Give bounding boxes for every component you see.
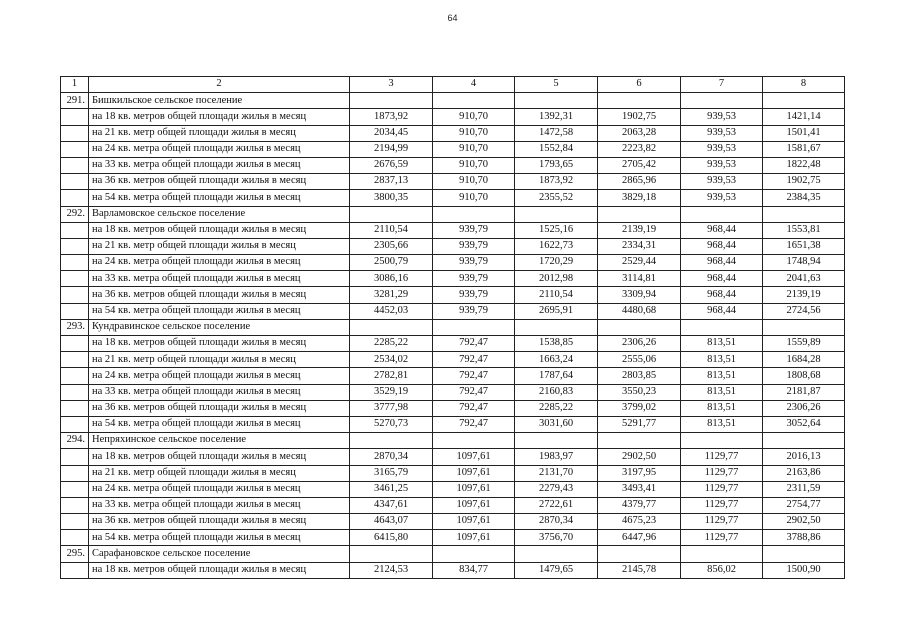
row-index-cell xyxy=(61,352,89,368)
value-cell: 5291,77 xyxy=(598,416,681,432)
row-index-cell xyxy=(61,141,89,157)
value-cell: 2285,22 xyxy=(515,400,598,416)
value-cell: 792,47 xyxy=(433,352,515,368)
column-header: 6 xyxy=(598,77,681,93)
value-cell: 2139,19 xyxy=(598,222,681,238)
value-cell: 2529,44 xyxy=(598,255,681,271)
column-header: 5 xyxy=(515,77,598,93)
value-cell: 3114,81 xyxy=(598,271,681,287)
value-cell: 2131,70 xyxy=(515,465,598,481)
row-index-cell xyxy=(61,497,89,513)
row-index-cell xyxy=(61,514,89,530)
row-index-cell xyxy=(61,449,89,465)
row-index-cell xyxy=(61,336,89,352)
value-cell: 939,53 xyxy=(681,190,763,206)
row-index-cell xyxy=(61,222,89,238)
empty-cell xyxy=(433,433,515,449)
value-cell: 2223,82 xyxy=(598,141,681,157)
value-cell: 910,70 xyxy=(433,141,515,157)
column-header: 3 xyxy=(350,77,433,93)
empty-cell xyxy=(350,433,433,449)
value-cell: 6415,80 xyxy=(350,530,433,546)
value-cell: 4452,03 xyxy=(350,303,433,319)
row-label: на 36 кв. метров общей площади жилья в месяц xyxy=(89,174,350,190)
settlement-number: 293. xyxy=(61,319,89,335)
settlement-number: 291. xyxy=(61,93,89,109)
table-row xyxy=(61,336,845,352)
row-index-cell xyxy=(61,109,89,125)
value-cell: 2705,42 xyxy=(598,157,681,173)
value-cell: 2139,19 xyxy=(763,287,845,303)
value-cell: 813,51 xyxy=(681,384,763,400)
value-cell: 813,51 xyxy=(681,352,763,368)
value-cell: 3529,19 xyxy=(350,384,433,400)
value-cell: 1808,68 xyxy=(763,368,845,384)
table-row xyxy=(61,481,845,497)
value-cell: 2782,81 xyxy=(350,368,433,384)
row-label: на 21 кв. метр общей площади жилья в месяц xyxy=(89,238,350,254)
value-cell: 1097,61 xyxy=(433,514,515,530)
value-cell: 3461,25 xyxy=(350,481,433,497)
value-cell: 2145,78 xyxy=(598,562,681,578)
value-cell: 939,79 xyxy=(433,287,515,303)
value-cell: 813,51 xyxy=(681,368,763,384)
value-cell: 968,44 xyxy=(681,287,763,303)
value-cell: 2355,52 xyxy=(515,190,598,206)
settlement-number: 294. xyxy=(61,433,89,449)
value-cell: 939,53 xyxy=(681,125,763,141)
value-cell: 1902,75 xyxy=(598,109,681,125)
column-header: 7 xyxy=(681,77,763,93)
value-cell: 939,79 xyxy=(433,271,515,287)
value-cell: 939,79 xyxy=(433,238,515,254)
empty-cell xyxy=(350,319,433,335)
value-cell: 2334,31 xyxy=(598,238,681,254)
row-label: на 54 кв. метра общей площади жилья в месяц xyxy=(89,303,350,319)
table-row xyxy=(61,400,845,416)
column-header: 1 xyxy=(61,77,89,93)
value-cell: 2194,99 xyxy=(350,141,433,157)
row-index-cell xyxy=(61,157,89,173)
value-cell: 939,79 xyxy=(433,255,515,271)
empty-cell xyxy=(350,93,433,109)
value-cell: 5270,73 xyxy=(350,416,433,432)
value-cell: 3165,79 xyxy=(350,465,433,481)
value-cell: 792,47 xyxy=(433,384,515,400)
settlement-name: Варламовское сельское поселение xyxy=(89,206,350,222)
row-label: на 18 кв. метров общей площади жилья в месяц xyxy=(89,109,350,125)
empty-cell xyxy=(598,433,681,449)
value-cell: 1663,24 xyxy=(515,352,598,368)
header-row xyxy=(61,77,845,93)
value-cell: 1538,85 xyxy=(515,336,598,352)
settlement-name: Непряхинское сельское поселение xyxy=(89,433,350,449)
value-cell: 1983,97 xyxy=(515,449,598,465)
value-cell: 939,79 xyxy=(433,303,515,319)
value-cell: 1097,61 xyxy=(433,497,515,513)
page-number: 64 xyxy=(447,13,458,23)
empty-cell xyxy=(433,93,515,109)
value-cell: 1129,77 xyxy=(681,497,763,513)
value-cell: 1684,28 xyxy=(763,352,845,368)
value-cell: 3052,64 xyxy=(763,416,845,432)
value-cell: 1129,77 xyxy=(681,514,763,530)
row-index-cell xyxy=(61,174,89,190)
value-cell: 1097,61 xyxy=(433,530,515,546)
value-cell: 2555,06 xyxy=(598,352,681,368)
value-cell: 2902,50 xyxy=(598,449,681,465)
empty-cell xyxy=(763,319,845,335)
row-label: на 18 кв. метров общей площади жилья в месяц xyxy=(89,449,350,465)
column-header: 4 xyxy=(433,77,515,93)
value-cell: 939,53 xyxy=(681,109,763,125)
column-header: 8 xyxy=(763,77,845,93)
settlement-name: Бишкильское сельское поселение xyxy=(89,93,350,109)
value-cell: 4643,07 xyxy=(350,514,433,530)
row-label: на 54 кв. метра общей площади жилья в месяц xyxy=(89,190,350,206)
empty-cell xyxy=(433,206,515,222)
empty-cell xyxy=(763,206,845,222)
value-cell: 1097,61 xyxy=(433,449,515,465)
empty-cell xyxy=(515,206,598,222)
row-index-cell xyxy=(61,255,89,271)
row-label: на 21 кв. метр общей площади жилья в месяц xyxy=(89,352,350,368)
table-row xyxy=(61,157,845,173)
empty-cell xyxy=(681,546,763,562)
row-index-cell xyxy=(61,271,89,287)
value-cell: 1129,77 xyxy=(681,530,763,546)
value-cell: 2870,34 xyxy=(350,449,433,465)
value-cell: 1479,65 xyxy=(515,562,598,578)
value-cell: 2279,43 xyxy=(515,481,598,497)
value-cell: 813,51 xyxy=(681,336,763,352)
value-cell: 834,77 xyxy=(433,562,515,578)
table-row xyxy=(61,384,845,400)
empty-cell xyxy=(598,93,681,109)
empty-cell xyxy=(515,546,598,562)
row-index-cell xyxy=(61,530,89,546)
value-cell: 1500,90 xyxy=(763,562,845,578)
value-cell: 1553,81 xyxy=(763,222,845,238)
value-cell: 3309,94 xyxy=(598,287,681,303)
table-row xyxy=(61,530,845,546)
value-cell: 4480,68 xyxy=(598,303,681,319)
value-cell: 1525,16 xyxy=(515,222,598,238)
value-cell: 1822,48 xyxy=(763,157,845,173)
value-cell: 3829,18 xyxy=(598,190,681,206)
value-cell: 1793,65 xyxy=(515,157,598,173)
row-label: на 24 кв. метра общей площади жилья в месяц xyxy=(89,368,350,384)
empty-cell xyxy=(763,93,845,109)
value-cell: 910,70 xyxy=(433,109,515,125)
row-index-cell xyxy=(61,303,89,319)
value-cell: 2160,83 xyxy=(515,384,598,400)
table-row xyxy=(61,271,845,287)
value-cell: 1129,77 xyxy=(681,481,763,497)
value-cell: 1622,73 xyxy=(515,238,598,254)
value-cell: 4379,77 xyxy=(598,497,681,513)
value-cell: 2041,63 xyxy=(763,271,845,287)
table-row xyxy=(61,190,845,206)
empty-cell xyxy=(350,206,433,222)
row-label: на 33 кв. метра общей площади жилья в месяц xyxy=(89,271,350,287)
table-row xyxy=(61,465,845,481)
settlement-row xyxy=(61,206,845,222)
value-cell: 6447,96 xyxy=(598,530,681,546)
row-label: на 24 кв. метра общей площади жилья в месяц xyxy=(89,255,350,271)
value-cell: 3800,35 xyxy=(350,190,433,206)
value-cell: 2163,86 xyxy=(763,465,845,481)
value-cell: 813,51 xyxy=(681,416,763,432)
row-index-cell xyxy=(61,125,89,141)
empty-cell xyxy=(515,433,598,449)
value-cell: 1873,92 xyxy=(515,174,598,190)
value-cell: 1552,84 xyxy=(515,141,598,157)
value-cell: 968,44 xyxy=(681,222,763,238)
value-cell: 939,79 xyxy=(433,222,515,238)
value-cell: 3788,86 xyxy=(763,530,845,546)
empty-cell xyxy=(433,319,515,335)
row-label: на 33 кв. метра общей площади жилья в месяц xyxy=(89,384,350,400)
value-cell: 968,44 xyxy=(681,238,763,254)
value-cell: 968,44 xyxy=(681,303,763,319)
value-cell: 939,53 xyxy=(681,157,763,173)
empty-cell xyxy=(763,546,845,562)
empty-cell xyxy=(681,93,763,109)
table-row xyxy=(61,368,845,384)
table-row xyxy=(61,514,845,530)
settlement-row xyxy=(61,319,845,335)
table-row xyxy=(61,141,845,157)
value-cell: 1559,89 xyxy=(763,336,845,352)
row-label: на 54 кв. метра общей площади жилья в месяц xyxy=(89,530,350,546)
value-cell: 2034,45 xyxy=(350,125,433,141)
value-cell: 3281,29 xyxy=(350,287,433,303)
settlement-name: Кундравинское сельское поселение xyxy=(89,319,350,335)
value-cell: 4675,23 xyxy=(598,514,681,530)
row-index-cell xyxy=(61,481,89,497)
table-row xyxy=(61,287,845,303)
table-row xyxy=(61,255,845,271)
table-row xyxy=(61,352,845,368)
table-row xyxy=(61,449,845,465)
row-index-cell xyxy=(61,287,89,303)
row-index-cell xyxy=(61,384,89,400)
value-cell: 1421,14 xyxy=(763,109,845,125)
value-cell: 3086,16 xyxy=(350,271,433,287)
value-cell: 2500,79 xyxy=(350,255,433,271)
value-cell: 2724,56 xyxy=(763,303,845,319)
value-cell: 3197,95 xyxy=(598,465,681,481)
empty-cell xyxy=(433,546,515,562)
settlement-row xyxy=(61,546,845,562)
row-label: на 33 кв. метра общей площади жилья в месяц xyxy=(89,157,350,173)
value-cell: 2016,13 xyxy=(763,449,845,465)
row-label: на 36 кв. метров общей площади жилья в месяц xyxy=(89,400,350,416)
empty-cell xyxy=(763,433,845,449)
row-label: на 18 кв. метров общей площади жилья в месяц xyxy=(89,562,350,578)
table-row xyxy=(61,303,845,319)
value-cell: 2722,61 xyxy=(515,497,598,513)
value-cell: 2063,28 xyxy=(598,125,681,141)
value-cell: 910,70 xyxy=(433,174,515,190)
empty-cell xyxy=(515,93,598,109)
value-cell: 2754,77 xyxy=(763,497,845,513)
value-cell: 3777,98 xyxy=(350,400,433,416)
value-cell: 792,47 xyxy=(433,368,515,384)
value-cell: 2305,66 xyxy=(350,238,433,254)
row-label: на 21 кв. метр общей площади жилья в месяц xyxy=(89,465,350,481)
value-cell: 1129,77 xyxy=(681,465,763,481)
value-cell: 792,47 xyxy=(433,336,515,352)
value-cell: 2534,02 xyxy=(350,352,433,368)
row-index-cell xyxy=(61,562,89,578)
value-cell: 2306,26 xyxy=(598,336,681,352)
value-cell: 1129,77 xyxy=(681,449,763,465)
empty-cell xyxy=(681,319,763,335)
value-cell: 1097,61 xyxy=(433,465,515,481)
row-label: на 21 кв. метр общей площади жилья в месяц xyxy=(89,125,350,141)
row-index-cell xyxy=(61,368,89,384)
value-cell: 2384,35 xyxy=(763,190,845,206)
value-cell: 2695,91 xyxy=(515,303,598,319)
row-index-cell xyxy=(61,465,89,481)
value-cell: 2285,22 xyxy=(350,336,433,352)
table-row xyxy=(61,416,845,432)
settlement-name: Сарафановское сельское поселение xyxy=(89,546,350,562)
value-cell: 2181,87 xyxy=(763,384,845,400)
settlement-number: 295. xyxy=(61,546,89,562)
settlement-row xyxy=(61,433,845,449)
row-label: на 18 кв. метров общей площади жилья в месяц xyxy=(89,336,350,352)
value-cell: 1902,75 xyxy=(763,174,845,190)
value-cell: 1581,67 xyxy=(763,141,845,157)
value-cell: 910,70 xyxy=(433,190,515,206)
value-cell: 3756,70 xyxy=(515,530,598,546)
value-cell: 968,44 xyxy=(681,255,763,271)
value-cell: 2110,54 xyxy=(515,287,598,303)
empty-cell xyxy=(598,206,681,222)
value-cell: 792,47 xyxy=(433,416,515,432)
value-cell: 2012,98 xyxy=(515,271,598,287)
value-cell: 1651,38 xyxy=(763,238,845,254)
value-cell: 1720,29 xyxy=(515,255,598,271)
value-cell: 939,53 xyxy=(681,174,763,190)
value-cell: 856,02 xyxy=(681,562,763,578)
row-label: на 24 кв. метра общей площади жилья в месяц xyxy=(89,481,350,497)
empty-cell xyxy=(598,319,681,335)
value-cell: 792,47 xyxy=(433,400,515,416)
empty-cell xyxy=(681,433,763,449)
table-row xyxy=(61,174,845,190)
value-cell: 2306,26 xyxy=(763,400,845,416)
row-index-cell xyxy=(61,238,89,254)
table-row xyxy=(61,109,845,125)
value-cell: 2902,50 xyxy=(763,514,845,530)
row-label: на 18 кв. метров общей площади жилья в месяц xyxy=(89,222,350,238)
value-cell: 2311,59 xyxy=(763,481,845,497)
row-label: на 24 кв. метра общей площади жилья в месяц xyxy=(89,141,350,157)
value-cell: 4347,61 xyxy=(350,497,433,513)
table-body xyxy=(61,77,845,579)
row-index-cell xyxy=(61,400,89,416)
table-row xyxy=(61,222,845,238)
empty-cell xyxy=(350,546,433,562)
row-label: на 36 кв. метров общей площади жилья в месяц xyxy=(89,514,350,530)
value-cell: 910,70 xyxy=(433,157,515,173)
value-cell: 939,53 xyxy=(681,141,763,157)
row-label: на 54 кв. метра общей площади жилья в месяц xyxy=(89,416,350,432)
value-cell: 1748,94 xyxy=(763,255,845,271)
tariff-table xyxy=(60,76,845,579)
value-cell: 910,70 xyxy=(433,125,515,141)
empty-cell xyxy=(515,319,598,335)
value-cell: 1873,92 xyxy=(350,109,433,125)
row-label: на 36 кв. метров общей площади жилья в месяц xyxy=(89,287,350,303)
table-row xyxy=(61,238,845,254)
value-cell: 2803,85 xyxy=(598,368,681,384)
value-cell: 1097,61 xyxy=(433,481,515,497)
value-cell: 3799,02 xyxy=(598,400,681,416)
empty-cell xyxy=(681,206,763,222)
value-cell: 1501,41 xyxy=(763,125,845,141)
table-row xyxy=(61,497,845,513)
value-cell: 1787,64 xyxy=(515,368,598,384)
value-cell: 2676,59 xyxy=(350,157,433,173)
value-cell: 3493,41 xyxy=(598,481,681,497)
value-cell: 2110,54 xyxy=(350,222,433,238)
row-index-cell xyxy=(61,416,89,432)
value-cell: 3031,60 xyxy=(515,416,598,432)
value-cell: 2870,34 xyxy=(515,514,598,530)
settlement-row xyxy=(61,93,845,109)
value-cell: 2124,53 xyxy=(350,562,433,578)
value-cell: 813,51 xyxy=(681,400,763,416)
table-row xyxy=(61,562,845,578)
empty-cell xyxy=(598,546,681,562)
settlement-number: 292. xyxy=(61,206,89,222)
column-header: 2 xyxy=(89,77,350,93)
row-label: на 33 кв. метра общей площади жилья в месяц xyxy=(89,497,350,513)
value-cell: 2837,13 xyxy=(350,174,433,190)
value-cell: 1472,58 xyxy=(515,125,598,141)
value-cell: 1392,31 xyxy=(515,109,598,125)
value-cell: 2865,96 xyxy=(598,174,681,190)
row-index-cell xyxy=(61,190,89,206)
value-cell: 968,44 xyxy=(681,271,763,287)
table-row xyxy=(61,125,845,141)
value-cell: 3550,23 xyxy=(598,384,681,400)
